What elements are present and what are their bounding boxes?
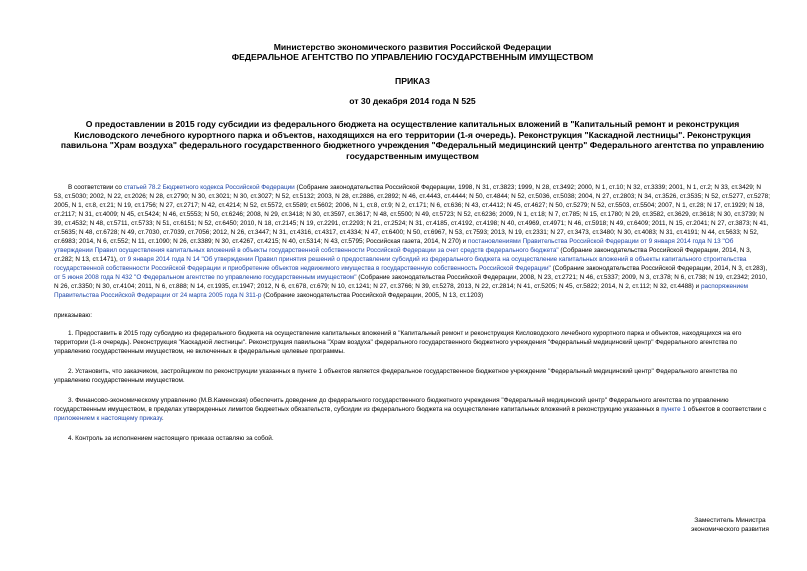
item-3-text-b: объектов в соответствии с <box>686 406 767 413</box>
preamble-text-3: (Собрание законодательства Российской Федерации, 2014, N 3, ст.282; N 13, ст.1471), <box>54 247 752 263</box>
budget-code-link[interactable]: статьей 78.2 Бюджетного кодекса Российской Федерации <box>123 184 295 191</box>
item-2: 2. Установить, что заказчиком, застройщиком по реконструкции указанных в пункте 1 объектов является федеральное государственное бюджетное учреждение "Федеральный медицинский центр" Федерального агентства по управлению государственным имуществом. <box>54 368 738 384</box>
item-3-text-a: 3. Финансово-экономическому управлению (М.В.Каменская) обеспечить доведение до федерального государственного бюджетного учреждения "Федеральный медицинский центр" Федерального агентства по управлению государственным имуществом, в пределах утвержденных лимитов бюджетных обязательств, субсидии из федерального бюджета на осуществление капитальных вложений в реконструкцию указанных в <box>54 397 729 413</box>
item-1: 1. Предоставить в 2015 году субсидию из федерального бюджета на осуществление капитальных вложений в "Капитальный ремонт и реконструкция Кисловодского лечебного курортного парка и объектов, находящихся на его территории (1-я очередь). Реконструкция "Каскадной лестницы". Реконструкция павильона "Храм воздуха" федерального государственного бюджетного учреждения "Федеральный медицинский центр" Федерального агентства по управлению государственным имуществом, не включенных в федеральные целевые программы. <box>54 330 742 355</box>
appendix-link[interactable]: приложением к настоящему приказу <box>54 415 162 422</box>
document-date-number: от 30 декабря 2014 года N 525 <box>349 96 476 106</box>
ministry-name: Министерство экономического развития Российской Федерации <box>273 42 552 52</box>
document-type: ПРИКАЗ <box>395 76 430 86</box>
item-3 <box>54 396 771 423</box>
decree-13-link[interactable]: постановлениями Правительства Российской Федерации от 9 января 2014 года N 13 "Об утверждении Правил осуществления капитальных вложений в объекты государственной собственности Российской Федерации за счет средств федерального бюджета" <box>54 238 734 254</box>
preamble-text-6: (Собрание законодательства Российской Федерации, 2005, N 13, ст.1203) <box>261 292 484 299</box>
document-title: О предоставлении в 2015 году субсидии из федерального бюджета на осуществление капитальных вложений в "Капитальный ремонт и реконструкция Кисловодского лечебного курортного парка и объектов, находящихся на его территории (1-я очередь). Реконструкция "Каскадной лестницы". Реконструкция павильона "Храм воздуха" федерального государственного бюджетного учреждения "Федеральный медицинский центр" Федерального агентства по управлению государственным имуществом <box>60 119 765 161</box>
order-word: приказываю: <box>54 312 92 319</box>
order-311r-link[interactable]: распоряжением Правительства Российской Федерации от 24 марта 2005 года N 311-р <box>54 283 749 299</box>
item-3-text-c: . <box>161 415 164 422</box>
preamble-text-4: (Собрание законодательства Российской Федерации, 2014, N 3, ст.283), <box>550 265 768 272</box>
agency-name: ФЕДЕРАЛЬНОЕ АГЕНТСТВО ПО УПРАВЛЕНИЮ ГОСУДАРСТВЕННЫМ ИМУЩЕСТВОМ <box>231 52 594 62</box>
preamble-text-2: (Собрание законодательства Российской Федерации, 1998, N 31, ст.3823; 1999, N 28, ст.3492; 2000, N 1, ст.10; N 32, ст.3339; 2001, N 1, ст.2; N 33, ст.3429; N 53, ст.5030; 2002, N 22, ст.2026; N 28, ст.2790; N 30, ст.3021; N 30, ст.3027; N 52, ст.5132; 2003, N 28, ст.2886, ст.2892; N 46, ст.4443, ст.4444; N 50, ст.4844; N 52, ст.5036, ст.5038; 2004, N 27, ст.2803; N 34, ст.3526, ст.3535; N 52, ст.5277, ст.5278; 2005, N 1, ст.8, ст.21; N 19, ст.1756; N 27, ст.2717; N 42, ст.4214; N 52, ст.5572, ст.5589; ст.5602; 2006, N 1, ст.8, ст.9; N 2, ст.171; N 6, ст.636; N 43, ст.4412; N 45, ст.4627; N 50, ст.5279; N 52, ст.5503, ст.5504; 2007, N 1, ст.28; N 17, ст.1929; N 18, ст.2117; N 31, ст.4009; N 45, ст.5424; N 46, ст.5553; N 50, ст.6246; 2008, N 29, ст.3418; N 30, ст.3597, ст.3617; N 48, ст.5500; N 49, ст.5723; N 52, ст.6236; 2009, N 1, ст.18; N 7, ст.785; N 15, ст.1780; N 29, ст.3582, ст.3629, ст.3618; N 30, ст.3739; N 39, ст.4532; N 48, ст.5711, ст.5733; N 51, ст.6151; N 52, ст.6450; 2010, N 18, ст.2145; N 19, ст.2291, ст.2293; N 21, ст.2524; N 31, ст.4185, ст.4192, ст.4198; N 40, ст.4969, ст.4971; N 46, ст.5918; N 49, ст.6409; 2011, N 15, ст.2041; N 27, ст.3873; N 41, ст.5635; N 48, ст.6728; N 49, ст.7030, ст.7039, ст.7056; 2012, N 26, ст.3447; N 31, ст.4316, ст.4317, ст.4334; N 47, ст.6400; N 50, ст.6967, N 53, ст.7593; 2013, N 19, ст.2331; N 27, ст.3473, ст.3480; N 30, ст.4083; N 31, ст.4191; N 44, ст.5633; N 52, ст.6983; 2014, N 6, ст.552; N 11, ст.1090; N 26, ст.3389; N 30, ст.4267, ст.4215; N 40, ст.5314; N 43, ст.5795; Российская газета, 2014, N 270) и <box>54 184 770 245</box>
preamble-paragraph <box>54 183 771 300</box>
signature-line-2: экономического развития <box>690 526 769 533</box>
decree-432-link[interactable]: от 5 июня 2008 года N 432 "О Федеральном агентстве по управлению государственным имуществом" <box>54 274 357 281</box>
signature-block <box>691 516 769 534</box>
decree-14-link[interactable]: от 9 января 2014 года N 14 "Об утверждении Правил принятия решений о предоставлении субсидий из федерального бюджета на осуществление капитальных вложений в объекты капитального строительства государственной собственности Российской Федерации и приобретение объектов недвижимого имущества в государственную собственность Российской Федерации" <box>54 256 747 272</box>
preamble-text-5: (Собрание законодательства Российской Федерации, 2008, N 23, ст.2721; N 46, ст.5337; 2009, N 3, ст.378; N 6, ст.738; N 19, ст.2342; 2010, N 26, ст.3350; N 30, ст.4104; 2011, N 6, ст.888; N 14, ст.1935, ст.1947; 2012, N 6, ст.678, ст.679; N 10, ст.1241; N 27, ст.3766; N 39, ст.5278, 2013, N 22, ст.2814; N 41, ст.5205; N 45, ст.5822; 2014, N 2, ст.112; N 32, ст.4488) и <box>54 274 768 290</box>
item-4: 4. Контроль за исполнением настоящего приказа оставляю за собой. <box>68 435 274 442</box>
signature-line-1: Заместитель Министра <box>694 517 766 524</box>
preamble-text-1: В соответствии со <box>68 184 124 191</box>
point-1-link[interactable]: пункте 1 <box>661 406 687 413</box>
